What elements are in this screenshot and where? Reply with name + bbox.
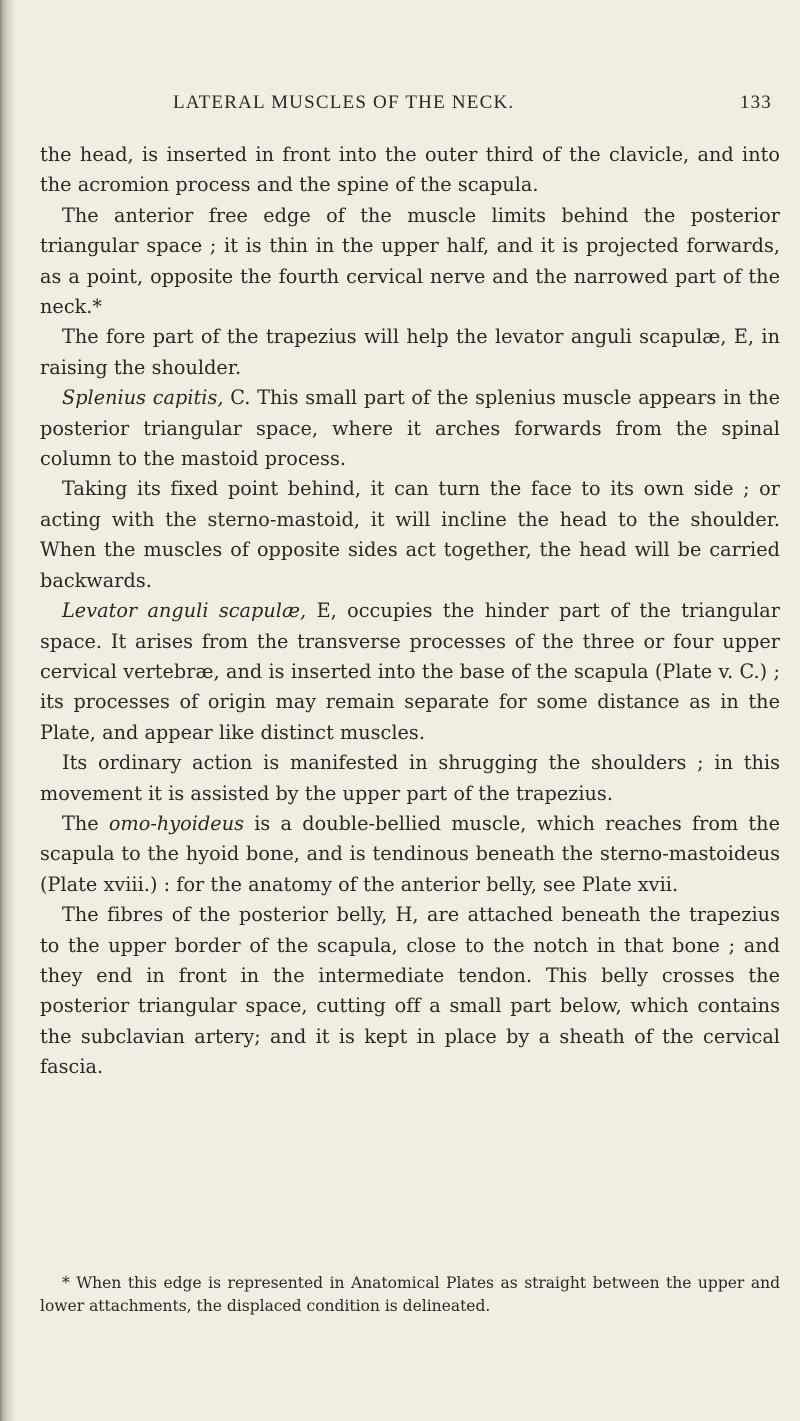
- book-binding-shadow: [0, 0, 14, 1421]
- page-number: 133: [739, 92, 772, 113]
- book-page: [40, 92, 788, 1315]
- footnote: * When this edge is represented in Anatomical Plates as straight between the upper and lower attachments, the displaced condition is delineated.: [40, 1273, 780, 1315]
- muscle-name: Levator anguli scapulæ,: [62, 599, 307, 623]
- muscle-name: omo-hyoideus: [108, 811, 244, 835]
- paragraph: The anterior free edge of the muscle limits behind the posterior triangular space ; it is thin in the upper half, and it is projected forwards, as a point, opposite the fourth cervical nerve and the narrowed part of the neck.*: [40, 203, 780, 319]
- page-header: [40, 92, 788, 118]
- paragraph: The fore part of the trapezius will help the levator anguli scapulæ, E, in raising the shoulder.: [40, 325, 780, 379]
- paragraph: the head, is inserted in front into the outer third of the clavicle, and into the acromion process and the spine of the scapula.: [40, 143, 780, 197]
- paragraph: The fibres of the posterior belly, H, are attached beneath the trapezius to the upper border of the scapula, close to the notch in that bone ; and they end in front in the intermediate tendon. This belly crosses the posterior triangular space, cutting off a small part below, which contains the subclavian artery; and it is kept in place by a sheath of the cervical fascia.: [40, 903, 780, 1079]
- body-text: [40, 140, 780, 1083]
- paragraph: Taking its fixed point behind, it can turn the face to its own side ; or acting with the sterno-mastoid, it will incline the head to the shoulder. When the muscles of opposite sides act together, the head will be carried backwards.: [40, 477, 780, 592]
- muscle-name: Splenius capitis,: [62, 386, 224, 410]
- paragraph: Splenius capitis, C. This small part of the splenius muscle appears in the posterior triangular space, where it arches forwards from the spinal column to the mastoid process.: [40, 386, 780, 471]
- paragraph: Its ordinary action is manifested in shrugging the shoulders ; in this movement it is assisted by the upper part of the trapezius.: [40, 751, 780, 805]
- paragraph: The omo-hyoideus is a double-bellied muscle, which reaches from the scapula to the hyoid bone, and is tendinous beneath the sterno-mastoideus (Plate xviii.) : for the anatomy of the anterior belly, see Plate xvii.: [40, 811, 780, 896]
- paragraph: Levator anguli scapulæ, E, occupies the hinder part of the triangular space. It arises from the transverse processes of the three or four upper cervical vertebræ, and is inserted into the base of the scapula (Plate v. C.) ; its processes of origin may remain separate for some distance as in the Plate, and appear like distinct muscles.: [40, 599, 780, 744]
- running-head: LATERAL MUSCLES OF THE NECK.: [173, 92, 515, 113]
